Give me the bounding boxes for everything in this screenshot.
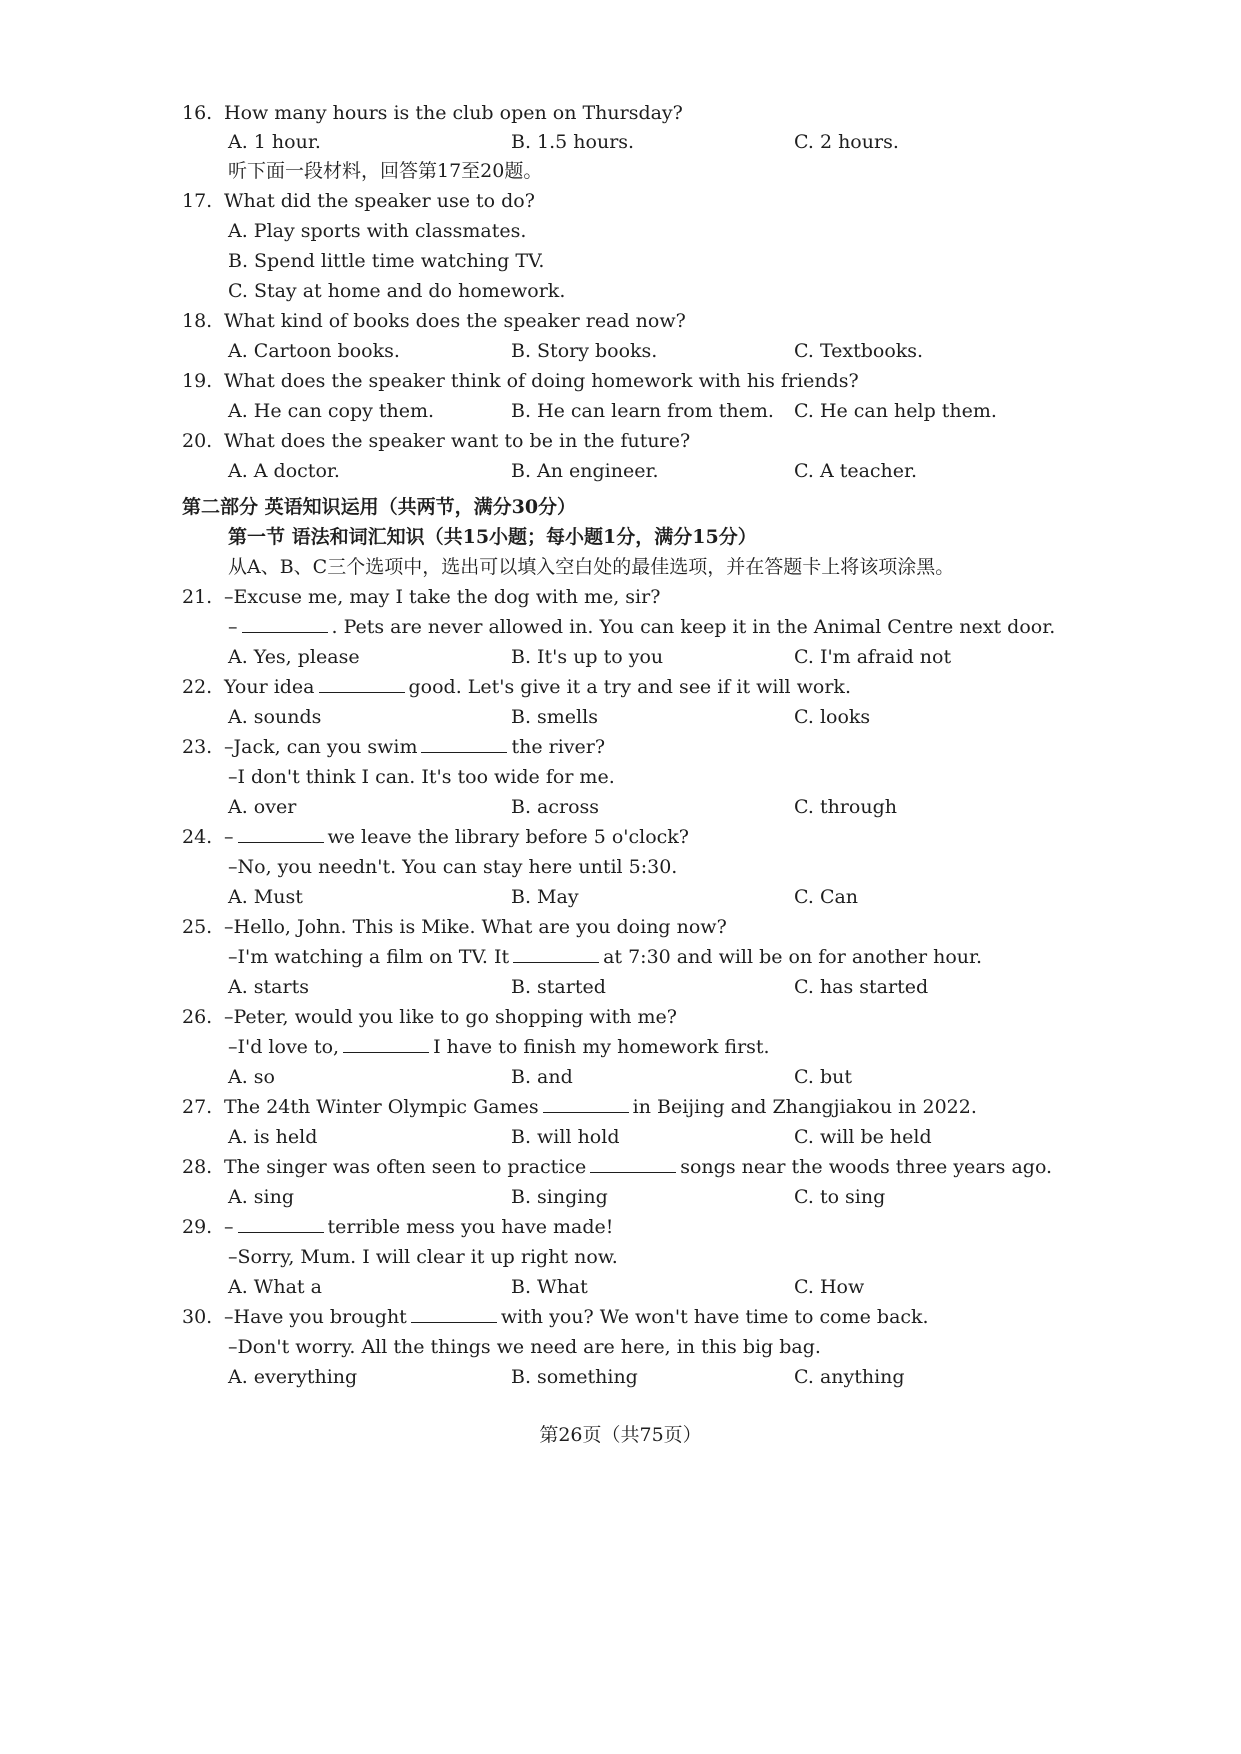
- answer-blank: [411, 1304, 497, 1323]
- answer-blank: [242, 614, 328, 633]
- question-number: 23.: [182, 736, 213, 758]
- option-c: C. anything: [794, 1366, 905, 1388]
- answer-blank: [543, 1094, 629, 1113]
- option-c: C. will be held: [794, 1126, 932, 1148]
- option-a: A. sounds: [228, 706, 322, 728]
- option-c: C. A teacher.: [794, 460, 918, 482]
- answer-blank: [513, 944, 599, 963]
- option-c: C. but: [794, 1066, 852, 1088]
- option-a: A. Yes, please: [228, 646, 360, 668]
- option-a: A. 1 hour.: [228, 131, 321, 153]
- question-number: 20.: [182, 430, 213, 452]
- answer-blank: [343, 1034, 429, 1053]
- option-b: B. Story books.: [511, 340, 658, 362]
- option-c: C. looks: [794, 706, 871, 728]
- option-c: C. to sing: [794, 1186, 886, 1208]
- option-a: A. over: [228, 796, 297, 818]
- question-number: 28.: [182, 1156, 213, 1178]
- question-number: 21.: [182, 586, 213, 608]
- option-b: B. and: [511, 1066, 573, 1088]
- option-c: C. 2 hours.: [794, 131, 899, 153]
- answer-blank: [421, 734, 507, 753]
- answer-blank: [319, 674, 405, 693]
- option-b: B. 1.5 hours.: [511, 131, 635, 153]
- question-number: 29.: [182, 1216, 213, 1238]
- option-a: A. Cartoon books.: [228, 340, 400, 362]
- option-b: B. He can learn from them.: [511, 400, 774, 422]
- option-c: C. How: [794, 1276, 865, 1298]
- question-text: What kind of books does the speaker read now?: [224, 310, 686, 332]
- option-c: C. through: [794, 796, 897, 818]
- option-b: B. What: [511, 1276, 588, 1298]
- option-c: C. Textbooks.: [794, 340, 924, 362]
- option-a: A. He can copy them.: [228, 400, 435, 422]
- question-text: What does the speaker think of doing homework with his friends?: [224, 370, 859, 392]
- option-a: A. Must: [228, 886, 303, 908]
- option-a: A. everything: [228, 1366, 358, 1388]
- question-number: 25.: [182, 916, 213, 938]
- page-footer: 第26页（共75页）: [539, 1424, 702, 1446]
- question-text: What does the speaker want to be in the future?: [224, 430, 691, 452]
- question-number: 27.: [182, 1096, 213, 1118]
- question-number: 19.: [182, 370, 213, 392]
- question-text: –Hello, John. This is Mike. What are you doing now?: [224, 916, 727, 938]
- question-text: –Peter, would you like to go shopping with me?: [224, 1006, 677, 1028]
- option-b: B. something: [511, 1366, 638, 1388]
- question-number: 22.: [182, 676, 213, 698]
- exam-page: 16. How many hours is the club open on Thursday? A. 1 hour. B. 1.5 hours. C. 2 hours. 听下面一段材料，回答第17至20题。 17. What did the speaker use to do? A. Play sports with classmates. B. Spend little time watching TV. C. Stay at home and do homework. 18. What kind of books does the speaker read now? A. Cartoon books. B. Story books. C. Textbooks. 19. What does the speaker think of doing homework with his friends? A. He can copy them. B. He can learn from them. C. He can help them. 20. What does the speaker want to be in the future? A. A doctor. B. An engineer. C. A teacher. 第二部分 英语知识运用（共两节，满分30分） 第一节 语法和词汇知识（共15小题；每小题1分，满分15分） 从A、B、C三个选项中，选出可以填入空白处的最佳选项，并在答题卡上将该项涂黑。 21. –Excuse me, may I take the dog with me, sir? – . Pets are never allowed in. You can keep it in the Animal Centre next door. A. Yes, please B. It's up to you C. I'm afraid not 22. Your idea good. Let's give it a try and see if it will work. A. sounds B. smells C. looks 23. –Jack, can you swim the river? –I don't think I can. It's too wide for me. A. over B. across C. through 24. – we leave the library before 5 o'clock? –No, you needn't. You can stay here until 5:30. A. Must B. May C. Can 25. –Hello, John. This is Mike. What are you doing now? –I'm watching a film on TV. It at 7:30 and will be on for another hour. A. starts B. started C. has started 26. –Peter, would you like to go shopping with me? –I'd love to, I have to finish my homework first. A. so B. and C. but 27. The 24th Winter Olympic Games in Beijing and Zhangjiakou in 2022. A. is held B. will hold C. will be held 28. The singer was often seen to practice songs near the woods three years ago. A. sing B. singing C. to sing 29. – terrible mess you have made! –Sorry, Mum. I will clear it up right now. A. What a B. What C. How 30. –Have you brought with you? We won't have time to come back. –Don't worry. All the things we need are here, in this big bag. A. everything B. something C. anything 第26页（共75页）: [0, 0, 1241, 1754]
- question-text: –Excuse me, may I take the dog with me, sir?: [224, 586, 661, 608]
- option-a: A. sing: [228, 1186, 295, 1208]
- option-b: B. started: [511, 976, 606, 998]
- answer-blank: [238, 824, 324, 843]
- option-a: A. so: [228, 1066, 275, 1088]
- question-text: How many hours is the club open on Thursday?: [224, 102, 683, 124]
- option-b: B. smells: [511, 706, 598, 728]
- option-b: B. across: [511, 796, 600, 818]
- option-a: A. starts: [228, 976, 309, 998]
- option-c: C. Can: [794, 886, 859, 908]
- question-number: 26.: [182, 1006, 213, 1028]
- option-b: B. singing: [511, 1186, 608, 1208]
- option-b: B. will hold: [511, 1126, 620, 1148]
- option-a: A. A doctor.: [228, 460, 340, 482]
- option-a: A. is held: [228, 1126, 318, 1148]
- option-c: C. has started: [794, 976, 929, 998]
- question-number: 16.: [182, 102, 213, 124]
- option-a: A. What a: [228, 1276, 322, 1298]
- question-number: 30.: [182, 1306, 213, 1328]
- question-number: 24.: [182, 826, 213, 848]
- option-b: B. It's up to you: [511, 646, 664, 668]
- question-number: 17.: [182, 190, 213, 212]
- option-c: C. He can help them.: [794, 400, 997, 422]
- option-b: B. An engineer.: [511, 460, 659, 482]
- option-c: C. I'm afraid not: [794, 646, 952, 668]
- question-text: What did the speaker use to do?: [224, 190, 535, 212]
- option-b: B. May: [511, 886, 579, 908]
- question-number: 18.: [182, 310, 213, 332]
- answer-blank: [590, 1154, 676, 1173]
- answer-blank: [238, 1214, 324, 1233]
